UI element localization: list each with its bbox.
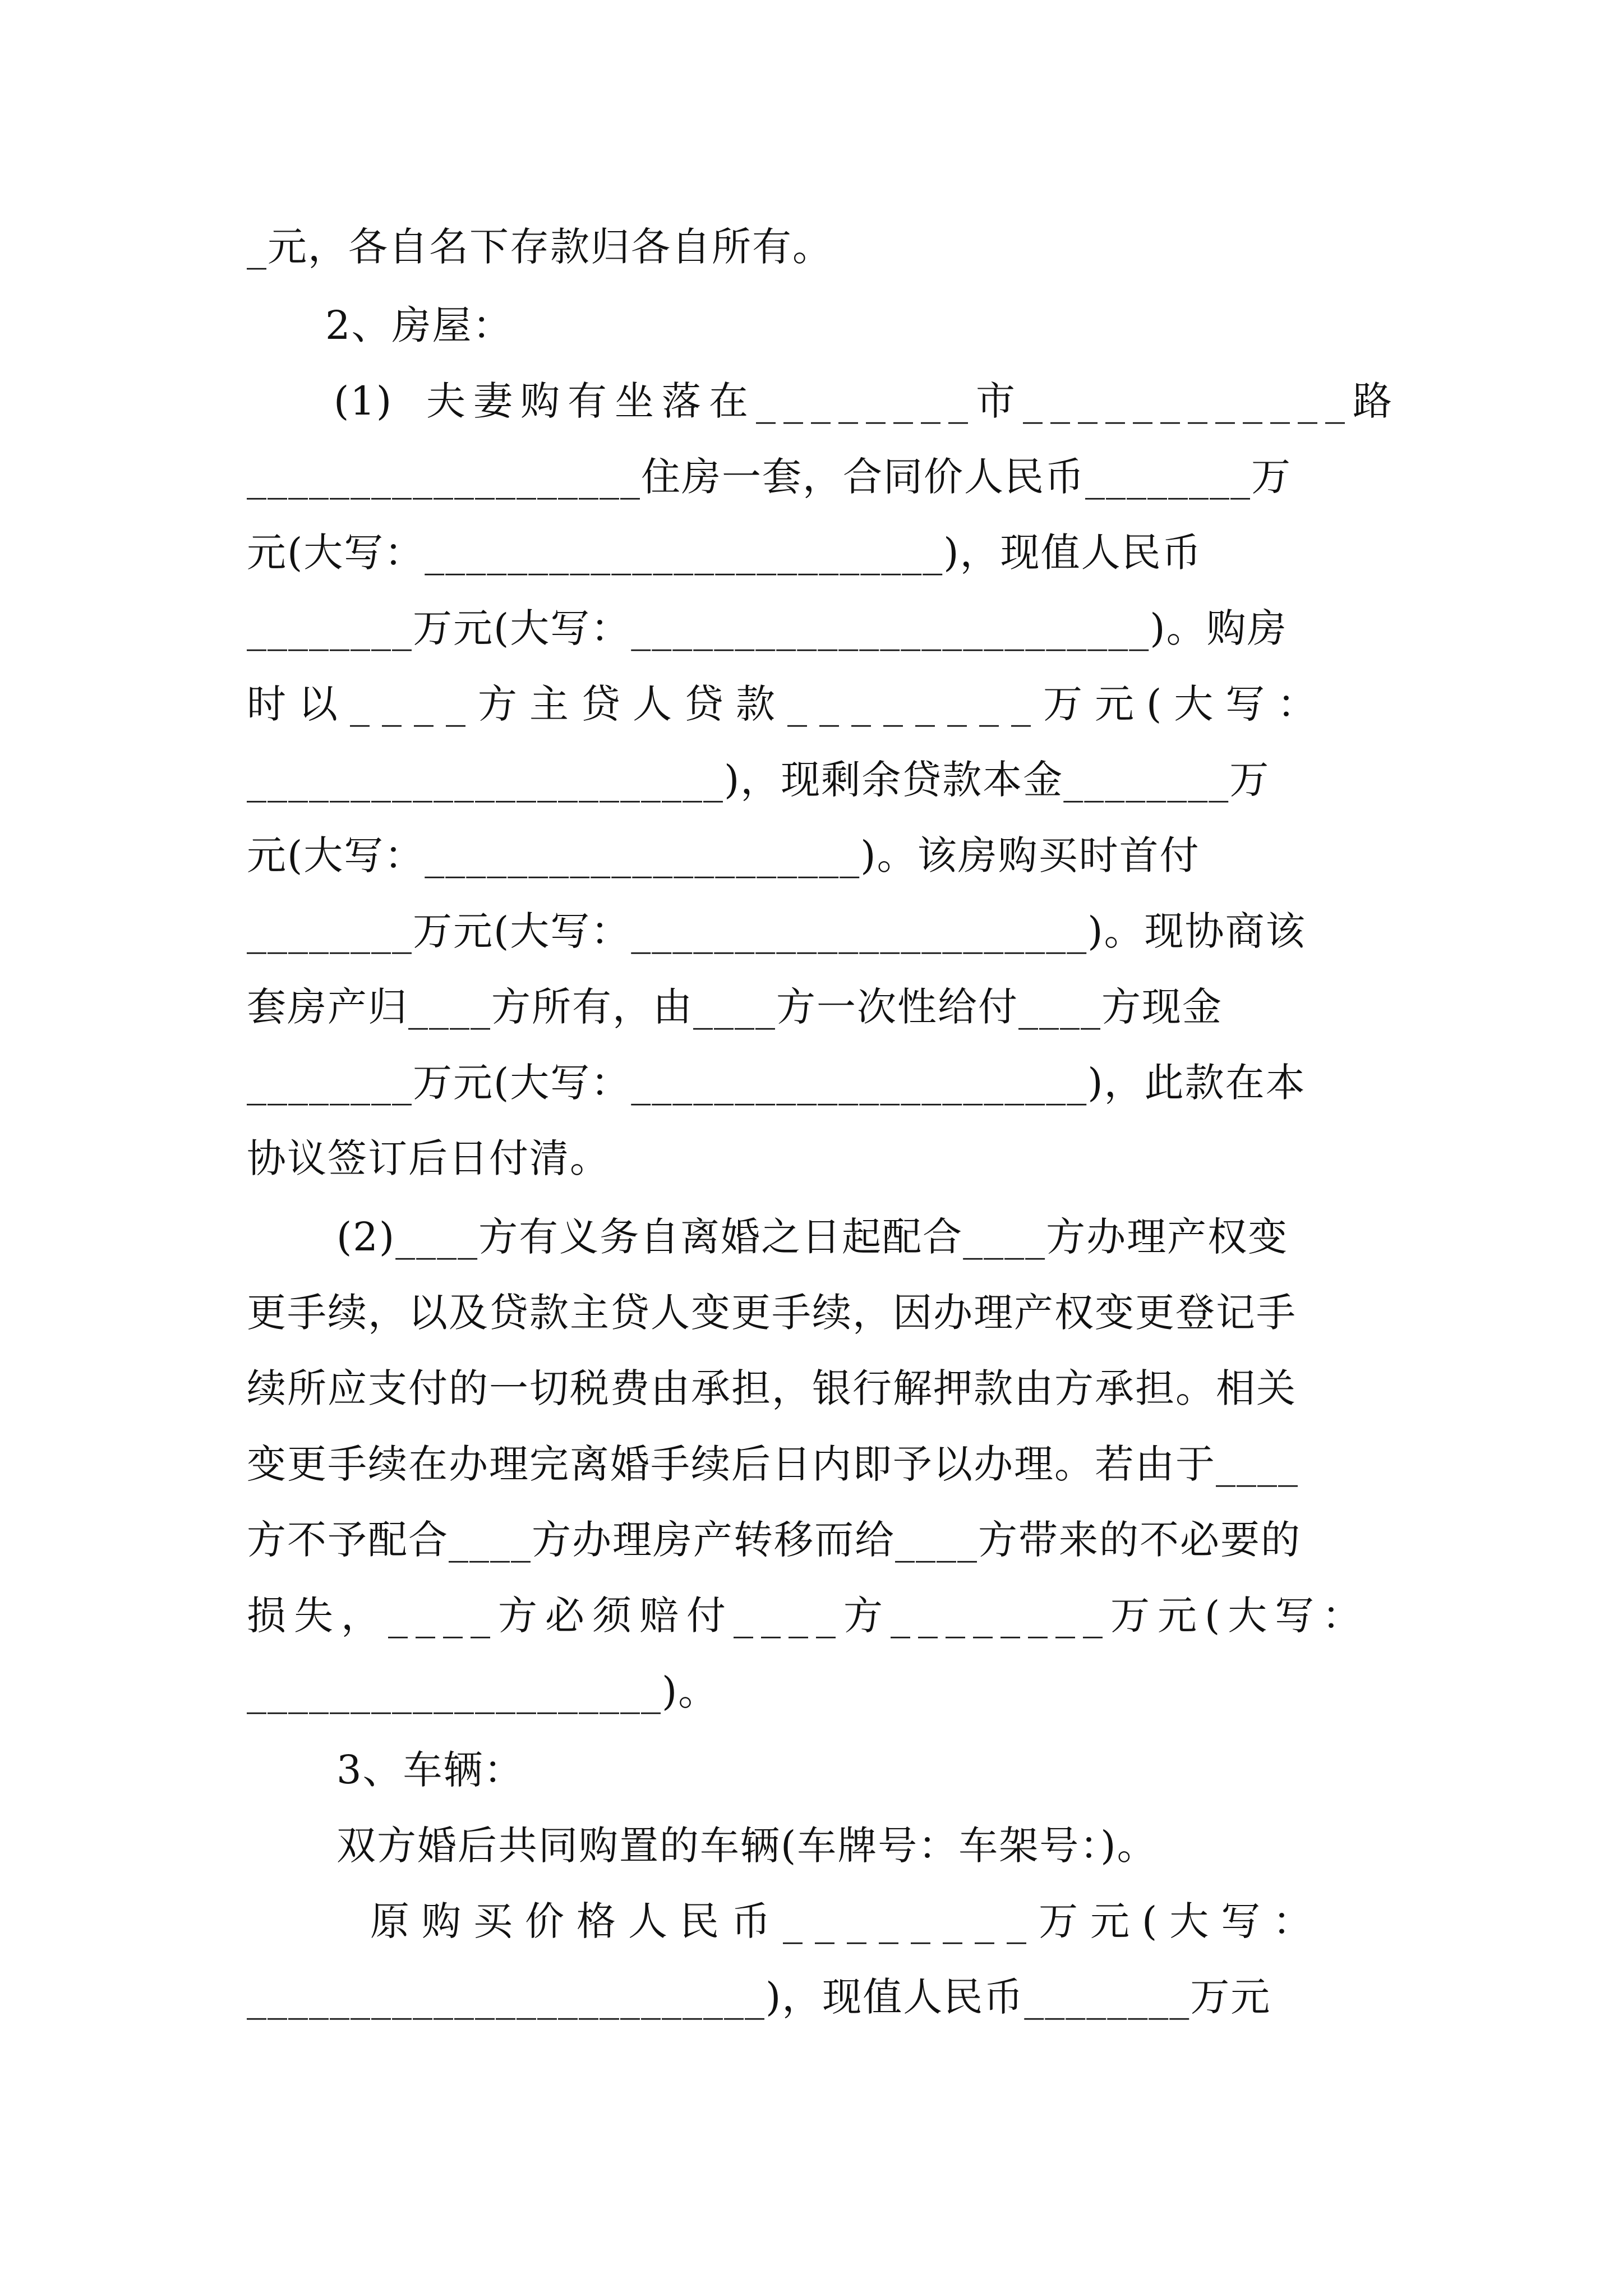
text-line: 方不予配合____方办理房产转移而给____方带来的不必要的: [247, 1517, 1301, 1563]
section-heading-car: 3、车辆：: [336, 1747, 524, 1793]
text-line: 更手续，以及贷款主贷人变更手续，因办理产权变更登记手: [247, 1290, 1297, 1336]
text-line: _______________________)，现剩余贷款本金________万: [247, 757, 1270, 803]
text-line: (1): [334, 378, 393, 424]
text-line: 原购买价格人民币________万元(大写：: [370, 1898, 1325, 1944]
text-line: 双方婚后共同购置的车辆(车牌号：车架号：)。: [336, 1823, 1158, 1869]
text-line: 变更手续在办理完离婚手续后日内即予以办理。若由于____: [247, 1441, 1299, 1487]
text-line: 套房产归____方所有，由____方一次性给付____方现金: [247, 984, 1223, 1030]
text-line: ________万元(大写：______________________)。现协商该: [247, 908, 1306, 954]
text-line: 损失，____方必须赔付____方________万元(大写：: [247, 1593, 1370, 1639]
text-line: (2)____方有义务自离婚之日起配合____方办理产权变: [336, 1214, 1289, 1260]
text-line: ___________________住房一套，合同价人民币________万: [247, 454, 1292, 500]
text-line: 时以____方主贷人贷款________万元(大写：: [247, 681, 1329, 727]
text-line: 元(大写：_________________________)，现值人民币: [247, 530, 1202, 576]
text-line: _元，各自名下存款归各自所有。: [247, 224, 833, 270]
text-line: _________________________)，现值人民币________万元: [247, 1974, 1271, 2020]
text-line: ________万元(大写：_________________________)。购房: [247, 605, 1288, 651]
text-line: 协议签订后日付清。: [247, 1135, 610, 1181]
text-line: ________万元(大写：______________________)，此款在本: [247, 1060, 1306, 1106]
text-line: 续所应支付的一切税费由承担，银行解押款由方承担。相关: [247, 1365, 1297, 1411]
text-line: 元(大写：_____________________)。该房购买时首付: [247, 832, 1200, 878]
section-heading-house: 2、房屋：: [325, 302, 513, 348]
text-line: 夫妻购有坐落在________市____________路: [426, 378, 1400, 424]
text-line: ____________________)。: [247, 1668, 719, 1714]
